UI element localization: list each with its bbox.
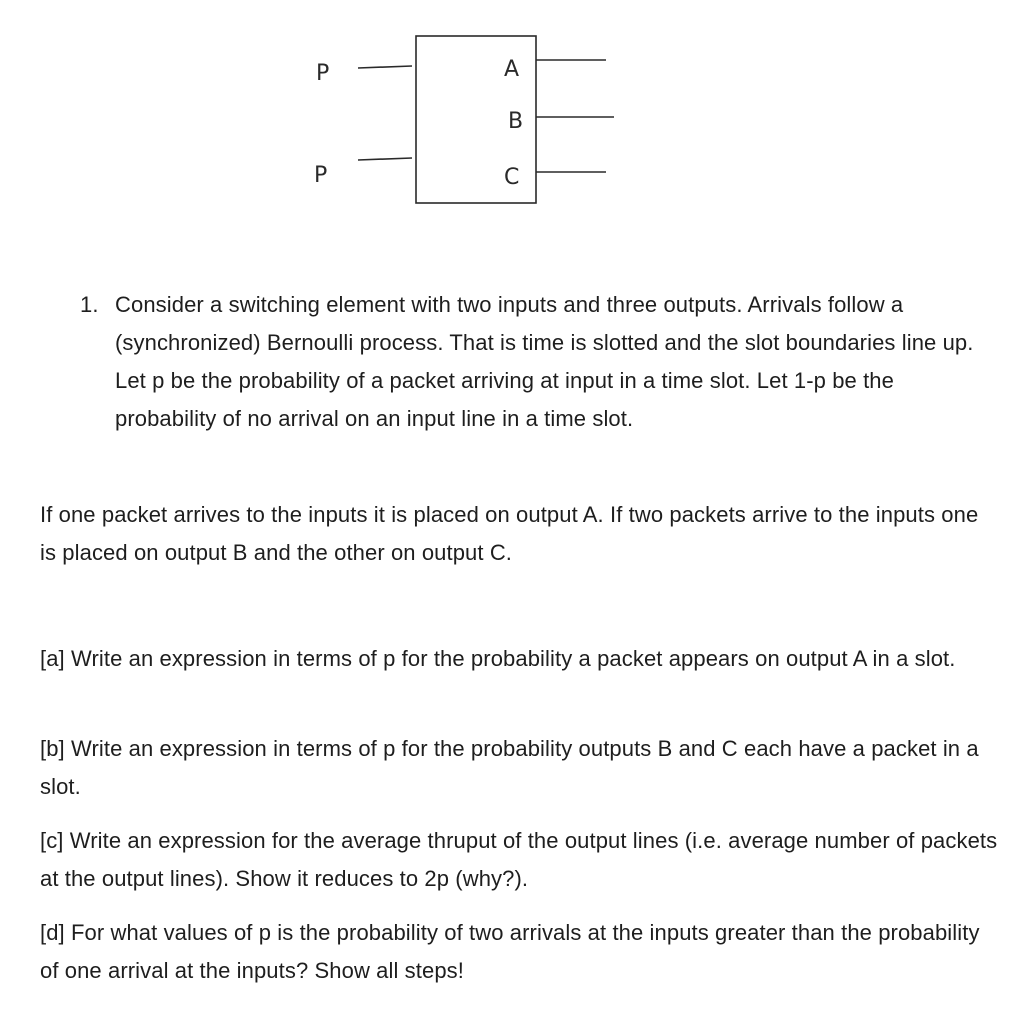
input-label-bottom: P — [314, 163, 328, 188]
output-label-a: A — [504, 57, 520, 82]
input-line-bottom — [358, 158, 412, 160]
switching-element-diagram — [0, 0, 1013, 230]
input-label-top: P — [316, 61, 330, 86]
output-label-b: B — [508, 109, 524, 134]
input-line-top — [358, 66, 412, 68]
part-a: [a] Write an expression in terms of p for the probability a packet appears on output A in a slot. — [40, 646, 956, 671]
question-1-number: 1. — [80, 292, 99, 317]
question-1-text: Consider a switching element with two inputs and three outputs. Arrivals follow a (synchronized) Bernoulli process. That is time is slotted and the slot boundaries line up. Let p be the probability of a packet arriving at input in a time slot. Let 1-p be the probability of no arrival on an input line in a time slot. — [115, 292, 974, 431]
part-b: [b] Write an expression in terms of p for the probability outputs B and C each have a packet in a slot. — [40, 736, 979, 799]
question-1 — [80, 286, 980, 438]
part-d: [d] For what values of p is the probability of two arrivals at the inputs greater than the probability of one arrival at the inputs? Show all steps! — [40, 920, 980, 983]
part-c: [c] Write an expression for the average thruput of the output lines (i.e. average number of packets at the output lines). Show it reduces to 2p (why?). — [40, 828, 998, 891]
output-label-c: C — [504, 165, 520, 190]
routing-rule-paragraph: If one packet arrives to the inputs it is placed on output A. If two packets arrive to the inputs one is placed on output B and the other on output C. — [40, 502, 979, 565]
